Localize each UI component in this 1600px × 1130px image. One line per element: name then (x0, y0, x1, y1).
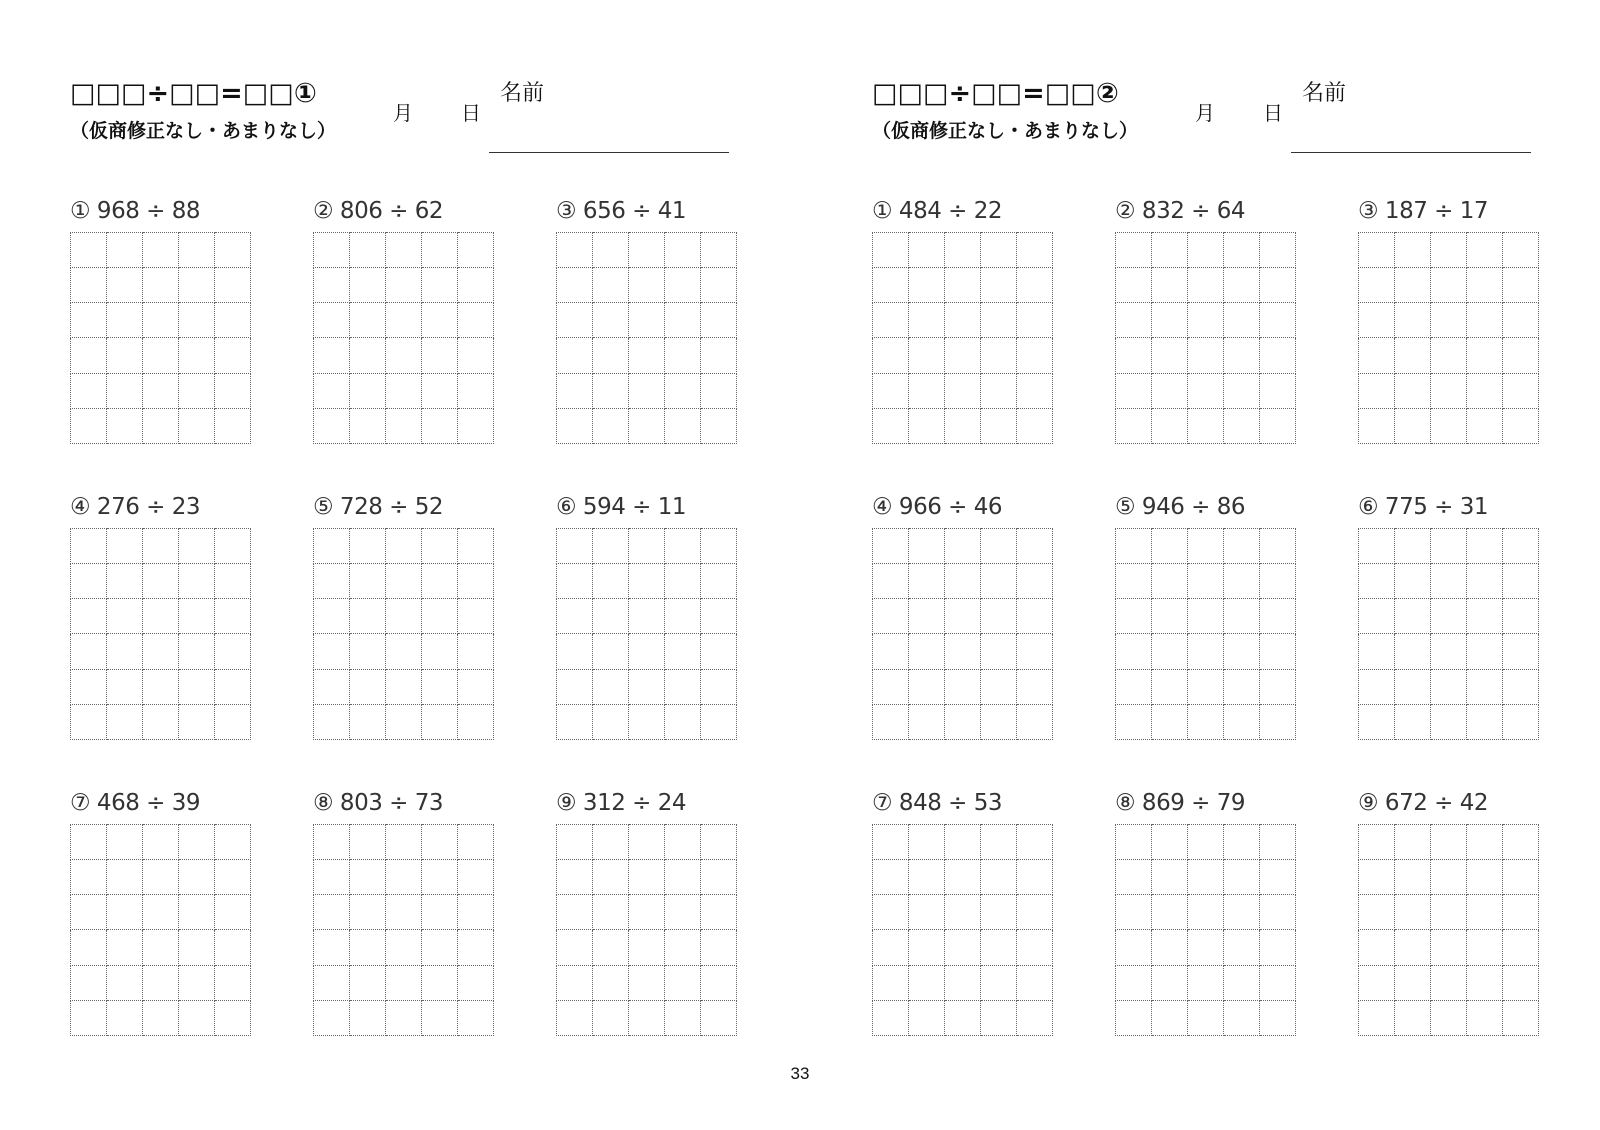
problem-label: ⑨ 312 ÷ 24 (556, 790, 686, 816)
answer-grid[interactable] (70, 232, 251, 444)
answer-grid[interactable] (556, 528, 737, 740)
problem-label: ① 968 ÷ 88 (70, 198, 200, 224)
problem-label: ② 832 ÷ 64 (1115, 198, 1245, 224)
worksheet-title: □□□÷□□=□□① (70, 78, 317, 109)
answer-grid[interactable] (1358, 528, 1539, 740)
worksheet-subtitle: （仮商修正なし・あまりなし） (70, 120, 337, 142)
answer-grid[interactable] (1358, 824, 1539, 1036)
answer-grid[interactable] (1358, 232, 1539, 444)
worksheet-title: □□□÷□□=□□② (872, 78, 1119, 109)
problem-label: ⑨ 672 ÷ 42 (1358, 790, 1488, 816)
month-label: 月 (393, 101, 413, 125)
problem-label: ⑦ 848 ÷ 53 (872, 790, 1002, 816)
problem-label: ⑧ 869 ÷ 79 (1115, 790, 1245, 816)
problem-label: ④ 966 ÷ 46 (872, 494, 1002, 520)
problem-label: ⑥ 594 ÷ 11 (556, 494, 686, 520)
answer-grid[interactable] (872, 528, 1053, 740)
worksheet-subtitle: （仮商修正なし・あまりなし） (872, 120, 1139, 142)
problem-label: ③ 187 ÷ 17 (1358, 198, 1488, 224)
problem-label: ④ 276 ÷ 23 (70, 494, 200, 520)
month-label: 月 (1195, 101, 1215, 125)
problem-label: ② 806 ÷ 62 (313, 198, 443, 224)
answer-grid[interactable] (313, 528, 494, 740)
answer-grid[interactable] (70, 528, 251, 740)
worksheet-right (802, 0, 1600, 1130)
answer-grid[interactable] (1115, 232, 1296, 444)
answer-grid[interactable] (313, 824, 494, 1036)
problem-label: ③ 656 ÷ 41 (556, 198, 686, 224)
name-field-line[interactable] (489, 152, 729, 153)
answer-grid[interactable] (1115, 528, 1296, 740)
problem-label: ⑤ 728 ÷ 52 (313, 494, 443, 520)
problem-label: ① 484 ÷ 22 (872, 198, 1002, 224)
answer-grid[interactable] (1115, 824, 1296, 1036)
problem-label: ⑧ 803 ÷ 73 (313, 790, 443, 816)
answer-grid[interactable] (313, 232, 494, 444)
answer-grid[interactable] (872, 824, 1053, 1036)
problem-label: ⑥ 775 ÷ 31 (1358, 494, 1488, 520)
answer-grid[interactable] (556, 824, 737, 1036)
name-label: 名前 (1302, 81, 1347, 106)
day-label: 日 (461, 101, 481, 125)
page-number: 33 (790, 1064, 810, 1083)
problem-label: ⑦ 468 ÷ 39 (70, 790, 200, 816)
day-label: 日 (1263, 101, 1283, 125)
answer-grid[interactable] (872, 232, 1053, 444)
problem-label: ⑤ 946 ÷ 86 (1115, 494, 1245, 520)
answer-grid[interactable] (70, 824, 251, 1036)
answer-grid[interactable] (556, 232, 737, 444)
name-field-line[interactable] (1291, 152, 1531, 153)
name-label: 名前 (500, 81, 545, 106)
